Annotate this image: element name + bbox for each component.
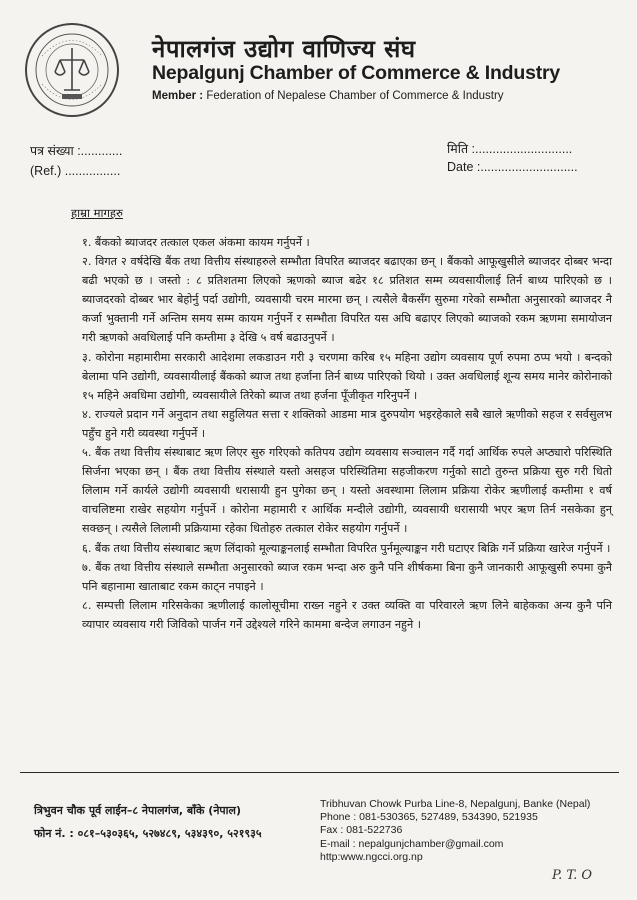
footer-address-english: Tribhuvan Chowk Purba Line-8, Nepalgunj, Banke (Nepal) <box>320 798 591 810</box>
footer-address-nepali: त्रिभुवन चौक पूर्व लाईन–८ नेपालगंज, बाँके (नेपाल) <box>34 804 242 817</box>
demand-7: ७. बैंक तथा वित्तीय संस्थाले सम्भौता अनुसारको ब्याज रकम भन्दा अरु कुनै पनि शीर्षकमा बिना कुनै जानकारी आफूखुसी रुपमा कुनै पनि बहानामा खाताबाट रकम काट्न नपाइने । <box>82 560 612 593</box>
demand-5: ५. बैंक तथा वित्तीय संस्थाबाट ऋण लिएर सुरु गरिएको कतिपय उद्योग व्यवसाय सञ्चालन गर्दै गर्दा आर्थिक रुपले अप्ठ्यारो परिस्थिति सिर्जना भएका छन् । बैंक तथा वित्तीय संस्थाले यस्तो असहज परिस्थितिमा सहजीकरण गर्नुको साटो तुरुन्त प्रक्रिया सुरु गरी धितो लिलाम गर्ने कार्यले उद्योगी व्यवसायी धरासायी हुन पुगेका छन् । यस्तो अवस्थामा लिलाम प्रक्रिया रोकेर ऋणीलाई कम्तीमा १ वर्ष वाचलिष्टमा राखेर सहयोग गर्नुपर्ने । कोरोना महामारी र आर्थिक मन्दीले उद्योगी, व्यवसायी धरासायी भएर ऋण तिर्न नसकेका हुन् सक्छन् । त्यसैले लिलामी प्रक्रियामा रहेका धितोहरु तत्काल रोकेर सहयोग गर्नुपर्ने । <box>82 446 612 536</box>
footer-divider <box>20 772 619 773</box>
demand-4: ४. राज्यले प्रदान गर्ने अनुदान तथा सहुलियत सत्ता र शक्तिको आडमा मात्र दुरुपयोग भइरहेकाले सबै खाले ऋणीको सहज र सर्वसुलभ पहुँच हुने गरी व्यवस्था गर्नुपर्ने । <box>82 407 612 440</box>
footer-contact-english <box>320 798 590 864</box>
demand-8: ८. सम्पत्ती लिलाम गरिसकेका ऋणीलाई कालोसूचीमा राख्न नहुने र उक्त व्यक्ति वा परिवारले ऋण लिने बाहेकका अन्य कुनै पनि व्यापार व्यवसाय गरी जिविको पार्जन गर्ने उद्देश्यले गरिने काममा बन्देज लगाउन नहुने । <box>82 598 612 631</box>
letter-body <box>82 233 612 634</box>
org-name-english: Nepalgunj Chamber of Commerce & Industry <box>152 62 561 84</box>
membership-line <box>152 90 504 102</box>
footer-phone-english: Phone : 081-530365, 527489, 534390, 521935 <box>320 811 538 824</box>
demand-1: १. बैंकको ब्याजदर तत्काल एकल अंकमा कायम गर्नुपर्ने । <box>82 236 310 249</box>
demand-6: ६. बैंक तथा वित्तीय संस्थाबाट ऋण लिंदाको मूल्याङ्कनलाई सम्भौता विपरित पुर्नमूल्याङ्कन गरी घटाएर बिक्रि गर्ने प्रक्रिया खारेज गर्नुपर्ने । <box>82 541 611 555</box>
letter-title: हाम्रा मागहरु <box>71 206 123 220</box>
pto-note: P. T. O <box>552 868 593 883</box>
footer-email: E-mail : nepalgunjchamber@gmail.com <box>320 837 504 850</box>
footer-website: http:www.ngcci.org.np <box>320 850 423 863</box>
footer-phone-nepali: फोन नं. : ०८१–५३०३६५, ५२७४८९, ५३४३९०, ५२१९३५ <box>34 827 262 840</box>
date-nepali: मिति :............................ <box>447 142 573 156</box>
demand-3: ३. कोरोना महामारीमा सरकारी आदेशमा लकडाउन गरी ३ चरणमा करिब १५ महिना उद्योग व्यवसाय पूर्ण रुपमा ठप्प भयो । बन्दको बेलामा पनि उद्योगी, व्यवसायीलाई बैंकको ब्याज तथा हर्जाना तिर्न बाध्य पारिएको थियो । उक्त अवधिलाई शून्य समय मानेर कोरोनाको १५ महिने अवधिमा उद्योगी, व्यवसायीले तिरेको ब्याज तथा हर्जना पूँजीकृत गरिनुपर्ने । <box>82 350 612 402</box>
member-text: Federation of Nepalese Chamber of Commerce & Industry <box>206 90 504 102</box>
date-english: Date :............................ <box>447 160 578 174</box>
ref-number-english: (Ref.) ................ <box>30 164 121 178</box>
org-name-nepali: नेपालगंज उद्योग वाणिज्य संघ <box>152 35 416 63</box>
ref-number-nepali: पत्र संख्या :............ <box>30 144 123 158</box>
demand-2: २. विगत २ वर्षदेखि बैंक तथा वित्तीय संस्थाहरुले सम्भौता विपरित ब्याजदर बढाएका छन् । बैंकको आफूखुसीले ब्याजदर दोब्बर भन्दा बढी भएको छ । जस्तो : ८ प्रतिशतमा लिएको ऋणको ब्याज बढेर १८ प्रतिशत सम्म व्यवसायीलाई तिर्न बाध्य पारिएको छ । ब्याजदरको दोब्बर भार बेहोर्नु पर्दा उद्योगी, व्यवसायी चरम मारमा छन् । त्यसैले बैकसँग सुरुमा गरेको सम्भौता अनुसारको ब्याजदर नै कर्जा भुक्तानी गर्ने अन्तिम समय सम्म कायम गर्नुपर्ने र सम्भौता विपरित यस अघि बढाएर लिएको ब्याजको रकम ऋणमा समायोजन गरी ऋणको अवधिलाई पनि कम्तीमा ३ देखि ५ वर्ष बढाउनुपर्ने । <box>82 255 612 345</box>
footer-fax: Fax : 081-522736 <box>320 824 403 837</box>
member-label: Member : <box>152 90 204 102</box>
chamber-seal-icon <box>22 20 122 120</box>
